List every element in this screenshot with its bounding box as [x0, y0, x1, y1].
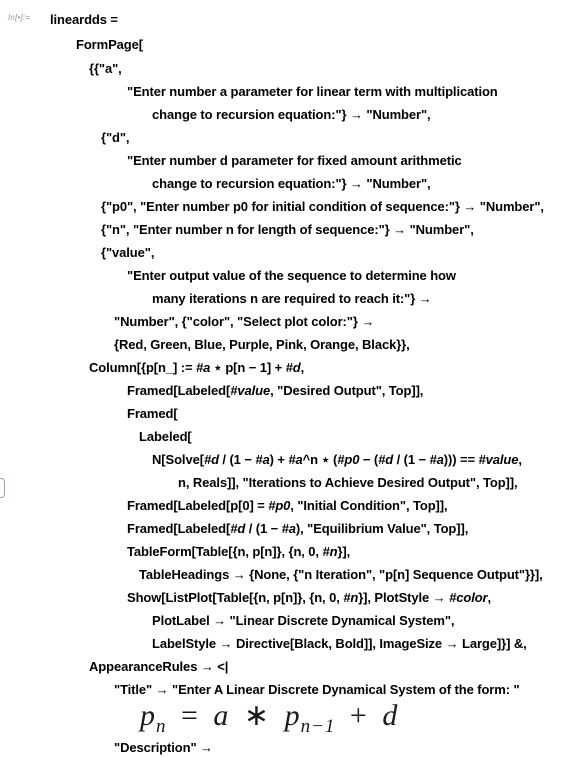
code-line: "Enter number a parameter for linear term with multiplication	[127, 84, 498, 99]
formula-plus: +	[349, 699, 368, 732]
code-line: change to recursion equation:"} → "Number",	[152, 176, 431, 191]
code-line: Framed[	[127, 406, 178, 421]
code-line: change to recursion equation:"} → "Number",	[152, 107, 431, 122]
code-line: {{"a",	[89, 61, 122, 76]
code-line: Column[{p[n_] := #a ⋆ p[n − 1] + #d,	[89, 360, 305, 375]
formula-lhs: p	[140, 699, 156, 732]
formula-p-subscript: n−1	[300, 716, 336, 737]
code-line: many iterations n are required to reach it:"} →	[152, 291, 432, 306]
code-line: N[Solve[#d / (1 − #a) + #a^n ⋆ (#p0 − (#d / (1 − #a))) == #value,	[152, 452, 522, 467]
formula-times: ∗	[243, 699, 271, 732]
code-line: {Red, Green, Blue, Purple, Pink, Orange, Black}},	[114, 337, 410, 352]
code-line: Framed[Labeled[p[0] = #p0, "Initial Condition", Top]],	[127, 498, 448, 513]
formula-d: d	[382, 699, 399, 732]
code-line: TableForm[Table[{n, p[n]}, {n, 0, #n}],	[127, 544, 351, 559]
code-line: lineardds =	[50, 12, 118, 27]
code-line: FormPage[	[76, 37, 144, 52]
code-line: n, Reals]], "Iterations to Achieve Desired Output", Top]],	[178, 475, 518, 490]
code-line: TableHeadings → {None, {"n Iteration", "p[n] Sequence Output"}}],	[139, 567, 543, 582]
formula-equals: =	[181, 699, 199, 732]
code-line: PlotLabel → "Linear Discrete Dynamical System",	[152, 613, 455, 628]
code-line: Labeled[	[139, 429, 192, 444]
code-line: "Description" →	[114, 740, 213, 755]
formula-lhs-subscript: n	[156, 716, 167, 737]
code-line: Show[ListPlot[Table[{n, p[n]}, {n, 0, #n}], PlotStyle → #color,	[127, 590, 492, 605]
code-line: {"p0", "Enter number p0 for initial condition of sequence:"} → "Number",	[101, 199, 544, 214]
formula-a: a	[213, 699, 230, 732]
formula-p: p	[284, 699, 301, 732]
code-line: {"d",	[101, 130, 130, 145]
cell-bracket[interactable]	[0, 478, 5, 498]
code-line: "Enter output value of the sequence to determine how	[127, 268, 456, 283]
code-line: "Title" → "Enter A Linear Discrete Dynamical System of the form: "	[114, 682, 520, 697]
input-cell-label: In[•]:=	[8, 13, 31, 22]
code-line: "Number", {"color", "Select plot color:"} →	[114, 314, 375, 329]
code-line: "Enter number d parameter for fixed amount arithmetic	[127, 153, 462, 168]
code-line: Framed[Labeled[#value, "Desired Output", Top]],	[127, 383, 424, 398]
code-line: Framed[Labeled[#d / (1 − #a), "Equilibrium Value", Top]],	[127, 521, 469, 536]
recursion-formula	[140, 698, 398, 738]
code-line: {"value",	[101, 245, 155, 260]
code-line: {"n", "Enter number n for length of sequence:"} → "Number",	[101, 222, 474, 237]
code-line: LabelStyle → Directive[Black, Bold]], ImageSize → Large]}] &,	[152, 636, 527, 651]
code-line: AppearanceRules → <|	[89, 659, 229, 674]
